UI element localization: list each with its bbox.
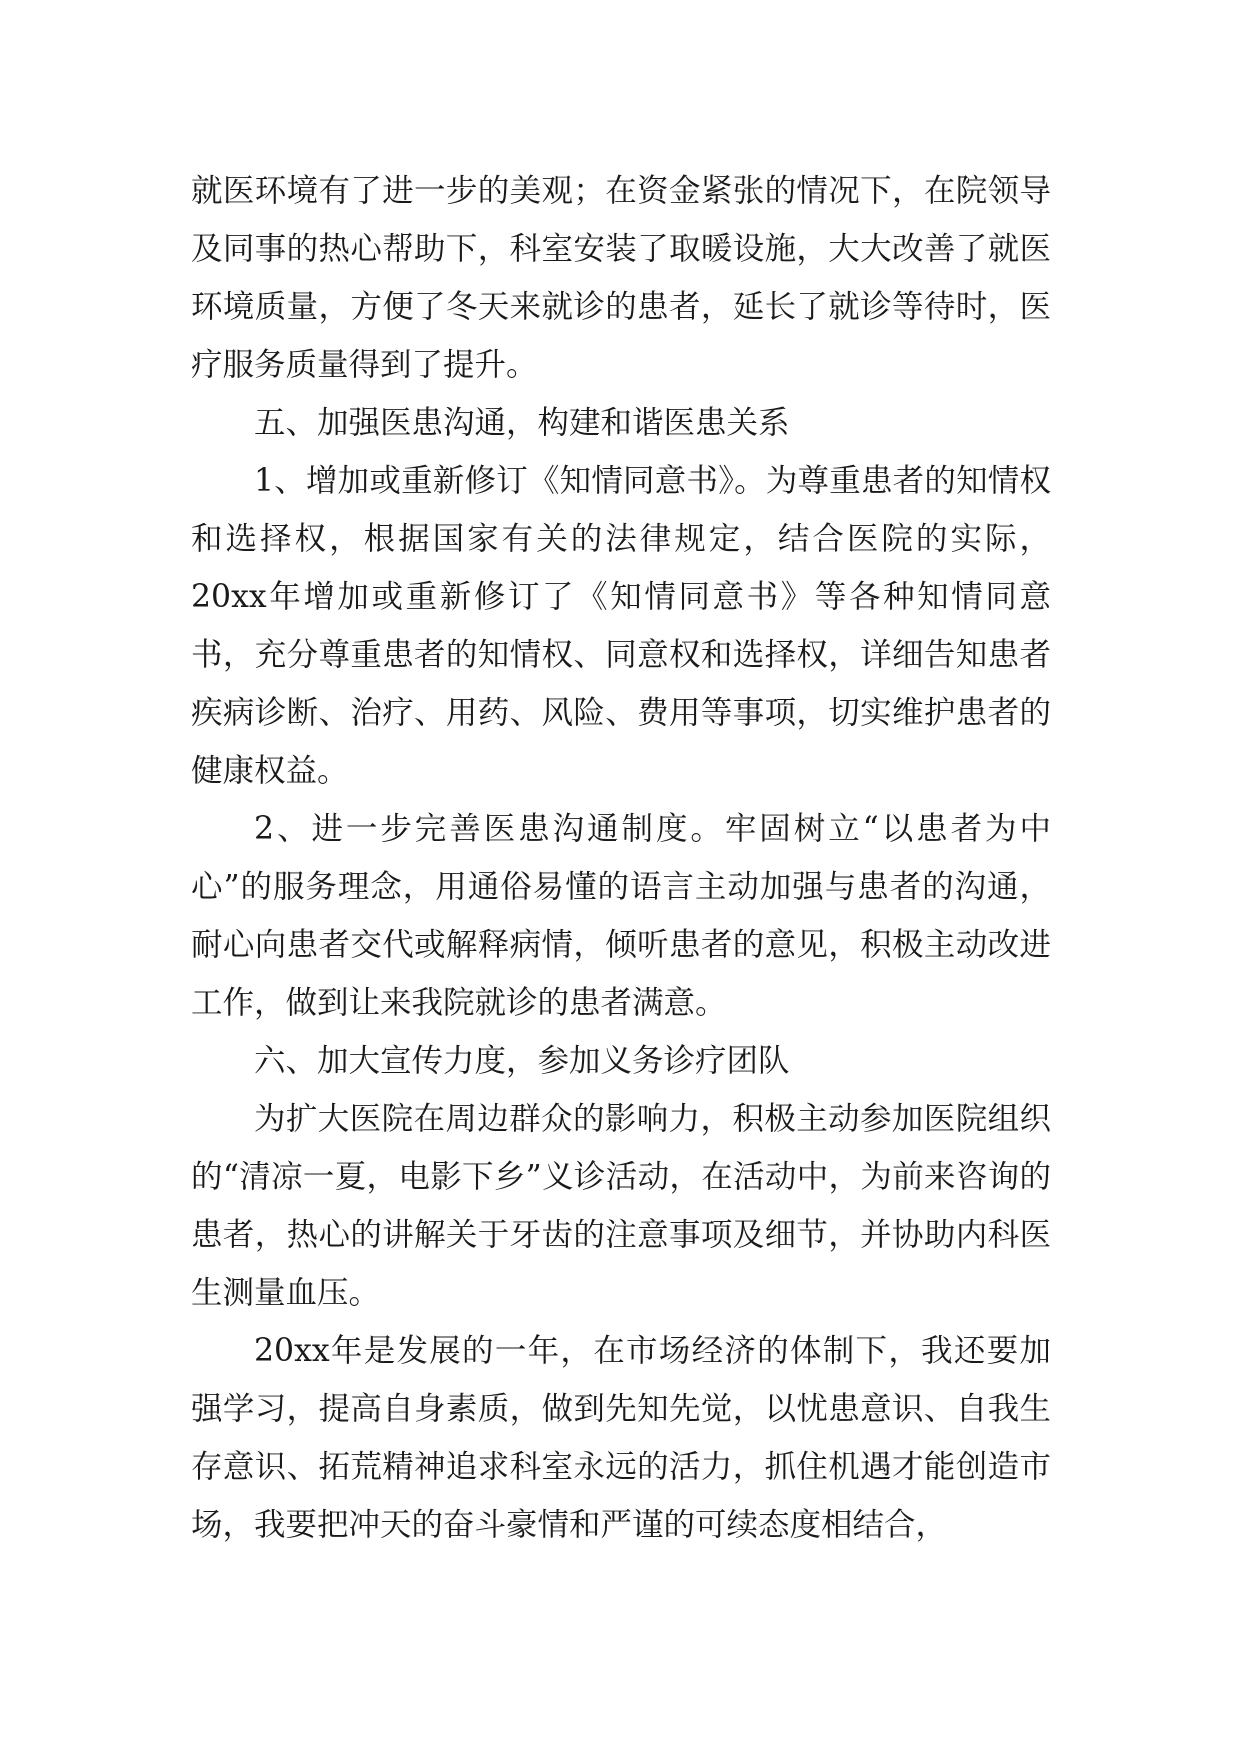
heading-section-six: 六、加大宣传力度，参加义务诊疗团队 [254,1043,790,1079]
paragraph-environment: 就医环境有了进一步的美观；在资金紧张的情况下，在院领导及同事的热心帮助下，科室安装了取暖设施，大大改善了就医环境质量，方便了冬天来就诊的患者，延长了就诊等待时，医疗服务质量得到了提升。 [191,173,1051,383]
heading-section-five: 五、加强医患沟通，构建和谐医患关系 [254,405,790,441]
paragraph-outlook: 20xx年是发展的一年，在市场经济的体制下，我还要加强学习，提高自身素质，做到先知先觉，以忧患意识、自我生存意识、拓荒精神追求科室永远的活力，抓住机遇才能创造市场，我要把冲天的奋斗豪情和严谨的可续态度相结合， [191,1333,1051,1543]
paragraph-communication: 2、进一步完善医患沟通制度。牢固树立“以患者为中心”的服务理念，用通俗易懂的语言主动加强与患者的沟通，耐心向患者交代或解释病情，倾听患者的意见，积极主动改进工作，做到让来我院就诊的患者满意。 [191,811,1051,1021]
paragraph-consent-form: 1、增加或重新修订《知情同意书》。为尊重患者的知情权和选择权，根据国家有关的法律规定，结合医院的实际，20xx年增加或重新修订了《知情同意书》等各种知情同意书，充分尊重患者的知情权、同意权和选择权，详细告知患者疾病诊断、治疗、用药、风险、费用等事项，切实维护患者的健康权益。 [191,463,1051,789]
paragraph-outreach: 为扩大医院在周边群众的影响力，积极主动参加医院组织的“清凉一夏，电影下乡”义诊活动，在活动中，为前来咨询的患者，热心的讲解关于牙齿的注意事项及细节，并协助内科医生测量血压。 [191,1101,1051,1311]
document-body [191,162,1051,1554]
